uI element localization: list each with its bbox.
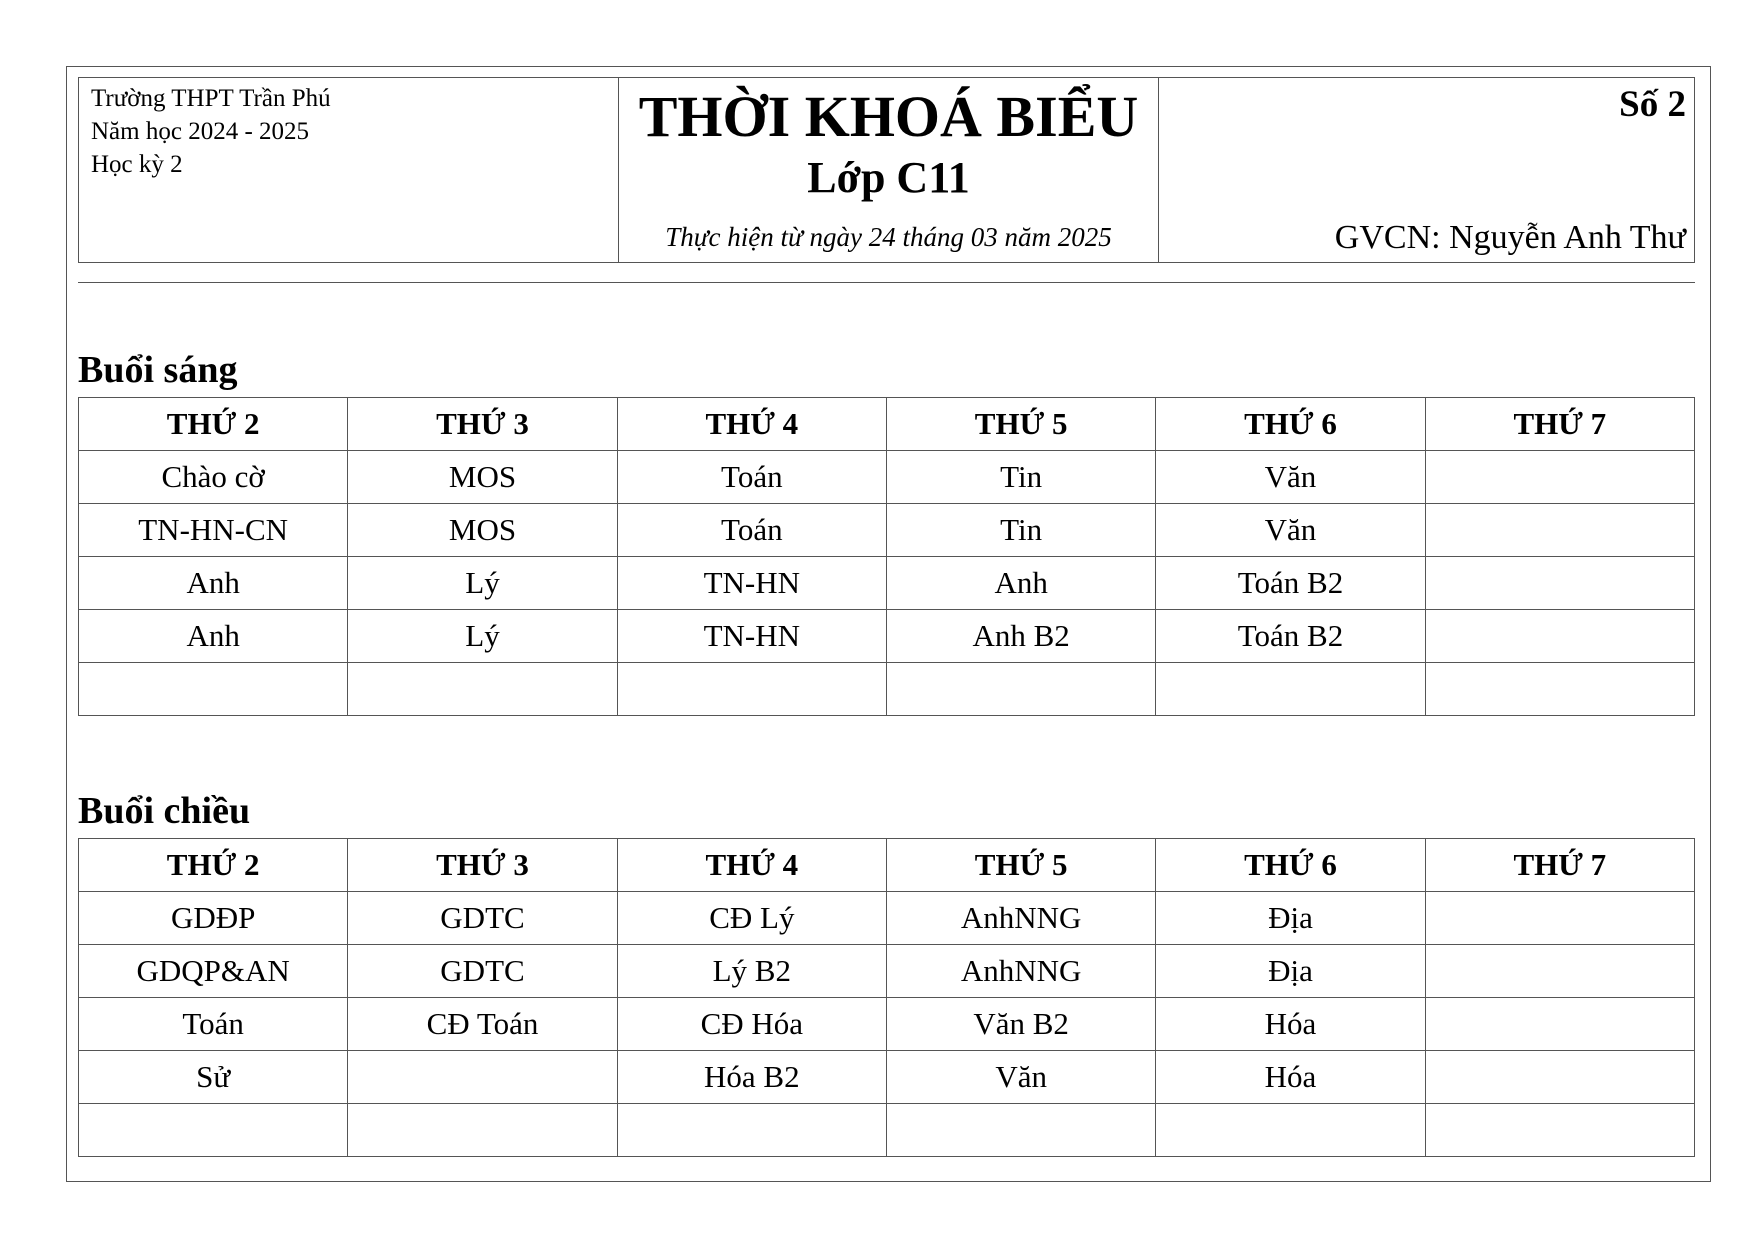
- afternoon-header-row: [79, 839, 1695, 892]
- morning-subject-cell: Toán B2: [1156, 557, 1425, 610]
- morning-subject-cell: Toán: [617, 504, 886, 557]
- afternoon-subject-cell: Văn B2: [886, 998, 1155, 1051]
- afternoon-subject-cell: Hóa: [1156, 1051, 1425, 1104]
- afternoon-day-header: THỨ 7: [1425, 839, 1694, 892]
- document-number: Số 2: [1619, 84, 1686, 125]
- afternoon-day-header: THỨ 3: [348, 839, 617, 892]
- morning-subject-cell: Anh B2: [886, 610, 1155, 663]
- afternoon-subject-cell: [617, 1104, 886, 1157]
- class-name: Lớp C11: [807, 153, 970, 202]
- title-block: [619, 78, 1159, 262]
- morning-period-row: [79, 663, 1695, 716]
- morning-subject-cell: [617, 663, 886, 716]
- afternoon-subject-cell: GDQP&AN: [79, 945, 348, 998]
- afternoon-subject-cell: Toán: [79, 998, 348, 1051]
- afternoon-subject-cell: [1425, 892, 1694, 945]
- afternoon-period-row: [79, 945, 1695, 998]
- afternoon-subject-cell: [1425, 1104, 1694, 1157]
- afternoon-subject-cell: AnhNNG: [886, 892, 1155, 945]
- afternoon-subject-cell: [348, 1051, 617, 1104]
- school-info: [79, 78, 619, 262]
- afternoon-subject-cell: [1156, 1104, 1425, 1157]
- afternoon-day-header: THỨ 4: [617, 839, 886, 892]
- morning-period-row: [79, 610, 1695, 663]
- afternoon-subject-cell: [886, 1104, 1155, 1157]
- afternoon-subject-cell: GDTC: [348, 945, 617, 998]
- morning-subject-cell: [79, 663, 348, 716]
- document-header: [78, 77, 1695, 263]
- morning-subject-cell: Văn: [1156, 451, 1425, 504]
- morning-subject-cell: [1425, 557, 1694, 610]
- morning-subject-cell: TN-HN: [617, 610, 886, 663]
- afternoon-subject-cell: Sử: [79, 1051, 348, 1104]
- morning-title: Buổi sáng: [78, 349, 238, 391]
- afternoon-subject-cell: [348, 1104, 617, 1157]
- morning-subject-cell: [1425, 504, 1694, 557]
- document-title: THỜI KHOÁ BIỂU: [638, 84, 1139, 149]
- effective-date: Thực hiện từ ngày 24 tháng 03 năm 2025: [665, 222, 1112, 252]
- morning-subject-cell: Tin: [886, 504, 1155, 557]
- morning-subject-cell: [348, 663, 617, 716]
- school-year: Năm học 2024 - 2025: [91, 118, 310, 145]
- morning-timetable: [78, 397, 1695, 716]
- morning-header-row: [79, 398, 1695, 451]
- morning-subject-cell: Lý: [348, 610, 617, 663]
- morning-subject-cell: [886, 663, 1155, 716]
- morning-subject-cell: [1425, 451, 1694, 504]
- afternoon-period-row: [79, 998, 1695, 1051]
- morning-subject-cell: [1425, 663, 1694, 716]
- morning-day-header: THỨ 4: [617, 398, 886, 451]
- afternoon-subject-cell: CĐ Toán: [348, 998, 617, 1051]
- morning-period-row: [79, 557, 1695, 610]
- morning-day-header: THỨ 6: [1156, 398, 1425, 451]
- morning-subject-cell: Chào cờ: [79, 451, 348, 504]
- school-name: Trường THPT Trần Phú: [91, 85, 331, 112]
- afternoon-period-row: [79, 1104, 1695, 1157]
- morning-day-header: THỨ 3: [348, 398, 617, 451]
- afternoon-subject-cell: [79, 1104, 348, 1157]
- afternoon-timetable: [78, 838, 1695, 1157]
- afternoon-subject-cell: GDTC: [348, 892, 617, 945]
- afternoon-subject-cell: Lý B2: [617, 945, 886, 998]
- afternoon-period-row: [79, 892, 1695, 945]
- afternoon-subject-cell: GDĐP: [79, 892, 348, 945]
- header-divider: [78, 282, 1695, 283]
- afternoon-subject-cell: CĐ Lý: [617, 892, 886, 945]
- morning-subject-cell: Toán: [617, 451, 886, 504]
- morning-subject-cell: Toán B2: [1156, 610, 1425, 663]
- afternoon-subject-cell: Hóa B2: [617, 1051, 886, 1104]
- morning-subject-cell: Lý: [348, 557, 617, 610]
- afternoon-subject-cell: Địa: [1156, 892, 1425, 945]
- school-term: Học kỳ 2: [91, 151, 183, 178]
- morning-day-header: THỨ 7: [1425, 398, 1694, 451]
- afternoon-day-header: THỨ 6: [1156, 839, 1425, 892]
- morning-subject-cell: Anh: [886, 557, 1155, 610]
- homeroom-teacher: GVCN: Nguyễn Anh Thư: [1334, 219, 1686, 256]
- morning-period-row: [79, 451, 1695, 504]
- morning-subject-cell: [1156, 663, 1425, 716]
- afternoon-subject-cell: Hóa: [1156, 998, 1425, 1051]
- afternoon-day-header: THỨ 2: [79, 839, 348, 892]
- afternoon-subject-cell: [1425, 998, 1694, 1051]
- afternoon-subject-cell: Địa: [1156, 945, 1425, 998]
- afternoon-title: Buổi chiều: [78, 790, 251, 832]
- morning-subject-cell: Tin: [886, 451, 1155, 504]
- afternoon-period-row: [79, 1051, 1695, 1104]
- morning-day-header: THỨ 2: [79, 398, 348, 451]
- afternoon-subject-cell: Văn: [886, 1051, 1155, 1104]
- morning-subject-cell: MOS: [348, 504, 617, 557]
- afternoon-day-header: THỨ 5: [886, 839, 1155, 892]
- afternoon-subject-cell: [1425, 1051, 1694, 1104]
- morning-subject-cell: [1425, 610, 1694, 663]
- afternoon-subject-cell: CĐ Hóa: [617, 998, 886, 1051]
- morning-subject-cell: MOS: [348, 451, 617, 504]
- morning-subject-cell: Anh: [79, 557, 348, 610]
- afternoon-subject-cell: [1425, 945, 1694, 998]
- afternoon-subject-cell: AnhNNG: [886, 945, 1155, 998]
- morning-subject-cell: Văn: [1156, 504, 1425, 557]
- morning-day-header: THỨ 5: [886, 398, 1155, 451]
- morning-subject-cell: TN-HN-CN: [79, 504, 348, 557]
- morning-subject-cell: TN-HN: [617, 557, 886, 610]
- homeroom-block: [1159, 78, 1696, 262]
- morning-subject-cell: Anh: [79, 610, 348, 663]
- morning-period-row: [79, 504, 1695, 557]
